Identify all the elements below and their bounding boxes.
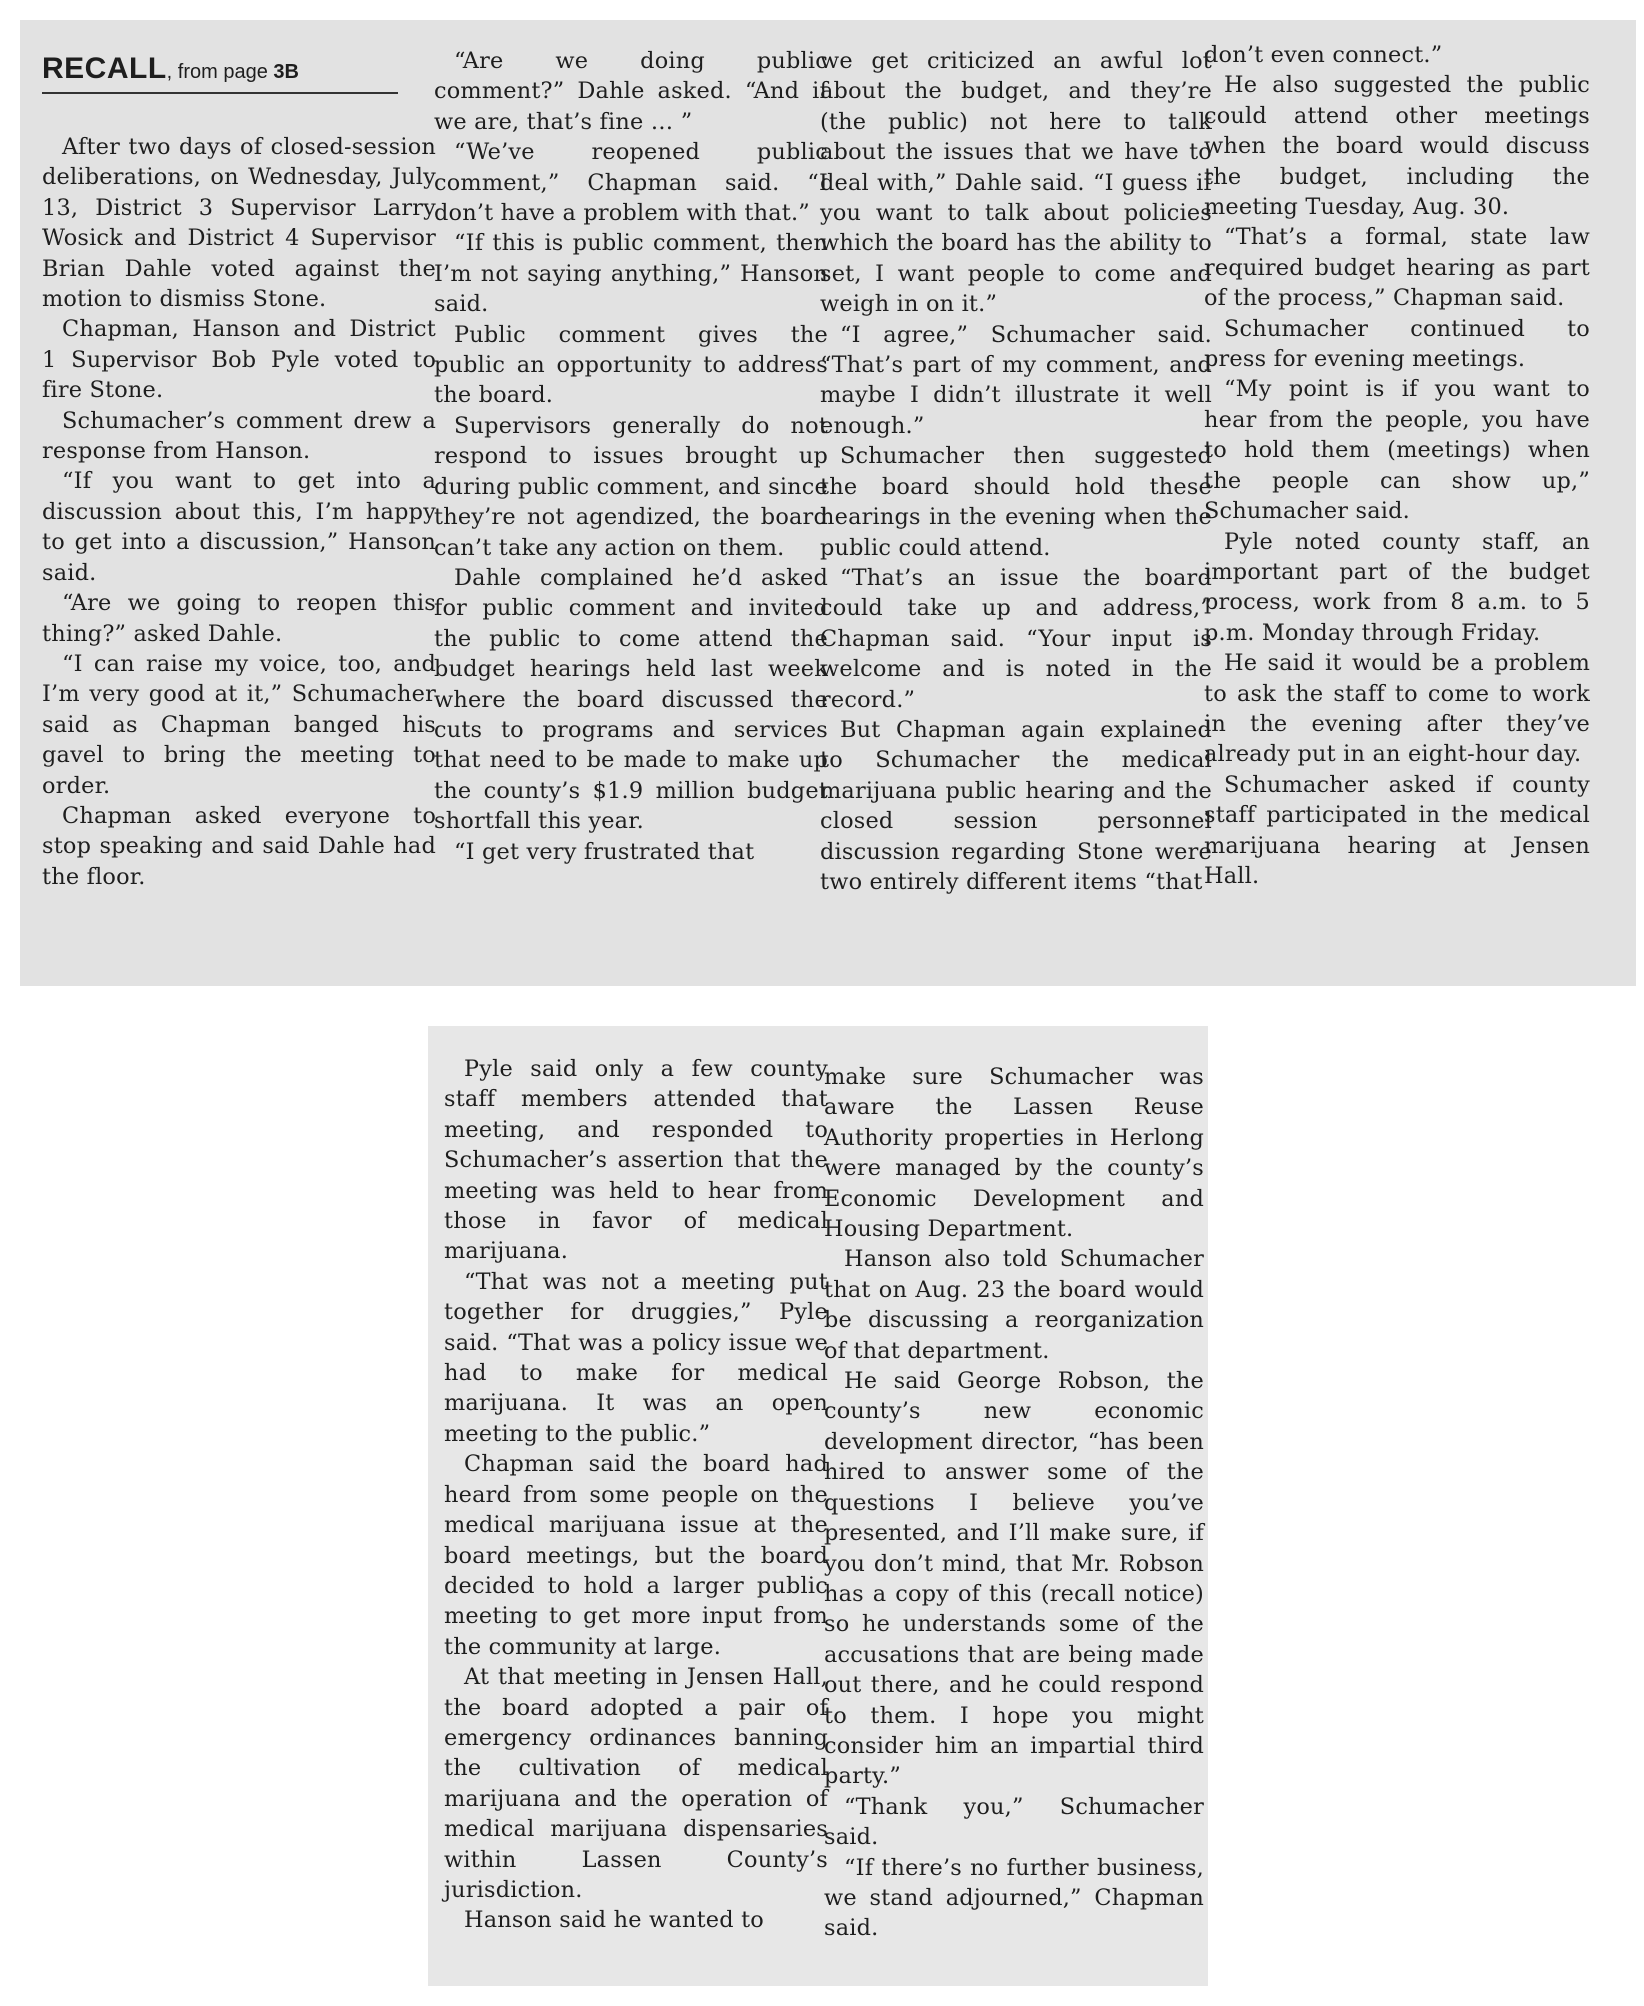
paragraph: Hanson also told Schumacher that on Aug. 23 the board would be discussing a reorganization of that department. (824, 1246, 1204, 1364)
paragraph: Schumacher asked if county staff participated in the medical marijuana hearing at Jensen Hall. (1204, 771, 1590, 889)
paragraph: At that meeting in Jensen Hall, the board adopted a pair of emergency ordinances banning the cultivation of medical marijuana and the operation of medical marijuana dispensaries within Lassen County’s jurisdiction. (444, 1664, 828, 1903)
paragraph: don’t even connect.” (1204, 42, 1443, 68)
column-2 (434, 46, 828, 867)
paragraph: “If there’s no further business, we stand adjourned,” Chapman said. (824, 1854, 1204, 1942)
paragraph: “If this is public comment, then I’m not saying anything,” Hanson said. (434, 230, 828, 318)
page-reference: 3B (273, 61, 299, 83)
paragraph: “That’s an issue the board could take up and address,” Chapman said. “Your input is welcome and is noted in the record.” (820, 564, 1212, 713)
paragraph: “If you want to get into a discussion about this, I’m happy to get into a discussion,” Hanson said. (42, 468, 436, 586)
article-clipping-bottom (428, 1026, 1208, 1986)
continued-text: , from page (166, 61, 274, 83)
paragraph: He also suggested the public could attend other meetings when the board would discuss the budget, including the meeting Tuesday, Aug. 30. (1204, 72, 1590, 221)
paragraph: “Are we doing public comment?” Dahle asked. “And if we are, that’s fine … ” (434, 48, 828, 135)
paragraph: Supervisors generally do not respond to issues brought up during public comment, and since they’re not agendized, the board can’t take any action on them. (434, 412, 828, 561)
paragraph: “I get very frustrated that (454, 838, 755, 865)
paragraph: Schumacher’s comment drew a response from Hanson. (42, 407, 436, 465)
column-3 (820, 46, 1212, 897)
paragraph: “That’s a formal, state law required budget hearing as part of the process,” Chapman said. (1204, 224, 1590, 312)
paragraph: “Thank you,” Schumacher said. (824, 1793, 1204, 1851)
paragraph: But Chapman again explained to Schumacher the medical marijuana public hearing and the closed session personnel discussion regarding Stone were two entirely different items “that (820, 716, 1212, 895)
paragraph: Schumacher then suggested the board should hold these hearings in the evening when the public could attend. (820, 443, 1212, 561)
article-clipping-top (20, 20, 1636, 986)
paragraph: After two days of closed-session deliberations, on Wednesday, July 13, District 3 Supervisor Larry Wosick and District 4 Supervisor Brian Dahle voted against the motion to dismiss Stone. (42, 134, 436, 313)
column-1 (444, 1054, 828, 1936)
column-2 (824, 1062, 1204, 1944)
paragraph: “Are we going to reopen this thing?” asked Dahle. (42, 590, 436, 647)
paragraph: He said George Robson, the county’s new economic development director, “has been hired to answer some of the questions I believe you’ve presented, and I’ll make sure, if you don’t mind, that Mr. Robson has a copy of this (recall notice) so he understands some of the accusations that are being made out there, and he could respond to them. I hope you might consider him an impartial third party.” (824, 1368, 1204, 1790)
section-kicker: RECALL (42, 52, 167, 85)
paragraph: we get criticized an awful lot about the budget, and they’re (the public) not here to talk about the issues that we have to deal with,” Dahle said. “I guess if you want to talk about policies which the board has the ability to set, I want people to come and weigh in on it.” (820, 48, 1212, 318)
paragraph: “We’ve reopened public comment,” Chapman said. “I don’t have a problem with that.” (434, 139, 828, 227)
paragraph: “That was not a meeting put together for druggies,” Pyle said. “That was a policy issue we had to make for medical marijuana. It was an open meeting to the public.” (444, 1268, 828, 1447)
paragraph: Pyle said only a few county staff members attended that meeting, and responded to Schumacher’s assertion that the meeting was held to hear from those in favor of medical marijuana. (444, 1056, 828, 1265)
paragraph: “My point is if you want to hear from the people, you have to hold them (meetings) when the people can show up,” Schumacher said. (1204, 376, 1590, 525)
continuation-header (42, 52, 398, 94)
paragraph: He said it would be a problem to ask the staff to come to work in the evening after they’ve already put in an eight-hour day. (1204, 650, 1590, 768)
paragraph: “I agree,” Schumacher said. “That’s part of my comment, and maybe I didn’t illustrate it well enough.” (820, 321, 1212, 439)
paragraph: Public comment gives the public an opportunity to address the board. (434, 321, 828, 409)
paragraph: make sure Schumacher was aware the Lassen Reuse Authority properties in Herlong were managed by the county’s Economic Development and Housing Department. (824, 1064, 1204, 1243)
paragraph: Pyle noted county staff, an important part of the budget process, work from 8 a.m. to 5 p.m. Monday through Friday. (1204, 528, 1590, 646)
column-4 (1204, 40, 1590, 891)
paragraph: “I can raise my voice, too, and I’m very good at it,” Schumacher said as Chapman banged his gavel to bring the meeting to order. (42, 650, 436, 799)
paragraph: Chapman said the board had heard from some people on the medical marijuana issue at the board meetings, but the board decided to hold a larger public meeting to get more input from the community at large. (444, 1451, 828, 1660)
column-1 (42, 52, 436, 892)
paragraph: Chapman asked everyone to stop speaking and said Dahle had the floor. (42, 802, 436, 890)
paragraph: Chapman, Hanson and District 1 Supervisor Bob Pyle voted to fire Stone. (42, 316, 436, 404)
paragraph: Schumacher continued to press for evening meetings. (1204, 315, 1590, 373)
paragraph: Dahle complained he’d asked for public comment and invited the public to come attend the budget hearings held last week where the board discussed the cuts to programs and services that need to be made to make up the county’s $1.9 million budget shortfall this year. (434, 564, 828, 835)
paragraph: Hanson said he wanted to (464, 1907, 764, 1934)
